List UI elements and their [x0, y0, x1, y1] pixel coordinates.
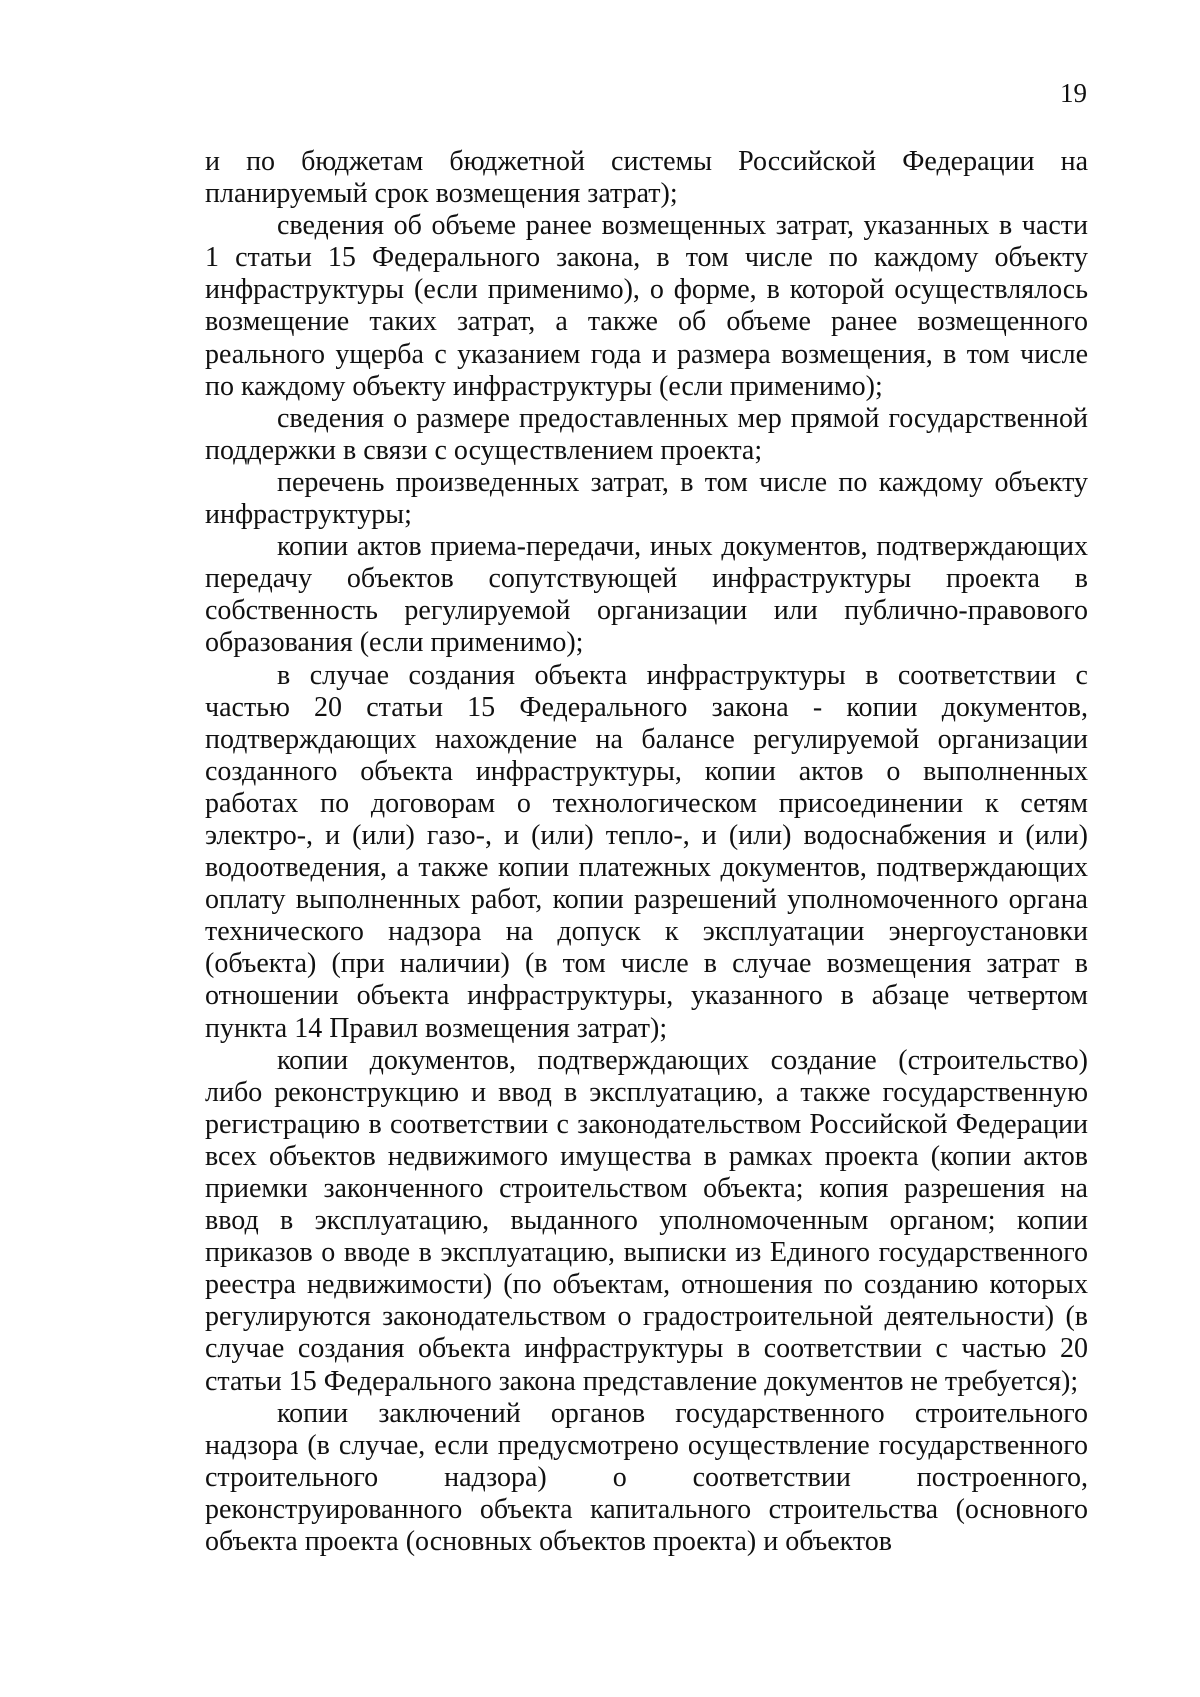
paragraph-5: копии актов приема-передачи, иных документов, подтверждающих передачу объектов сопутствующей инфраструктуры проекта в собственность регулируемой организации или публично-правового образования (если применимо); — [205, 531, 1088, 659]
page-number: 19 — [1060, 78, 1087, 108]
paragraph-8: копии заключений органов государственного строительного надзора (в случае, если предусмотрено осуществление государственного строительного надзора) о соответствии построенного, реконструированного объекта капитального строительства (основного объекта проекта (основных объектов проекта) и объектов — [205, 1397, 1088, 1558]
paragraph-7: копии документов, подтверждающих создание (строительство) либо реконструкцию и ввод в эксплуатацию, а также государственную регистрацию в соответствии с законодательством Российской Федерации всех объектов недвижимого имущества в рамках проекта (копии актов приемки законченного строительством объекта; копия разрешения на ввод в эксплуатацию, выданного уполномоченным органом; копии приказов о вводе в эксплуатацию, выписки из Единого государственного реестра недвижимости) (по объектам, отношения по созданию которых регулируются законодательством о градостроительной деятельности) (в случае создания объекта инфраструктуры в соответствии с частью 20 статьи 15 Федерального закона представление документов не требуется); — [205, 1044, 1088, 1397]
paragraph-1: и по бюджетам бюджетной системы Российской Федерации на планируемый срок возмещения затрат); — [205, 146, 1088, 210]
document-body — [205, 146, 1088, 1558]
paragraph-2: сведения об объеме ранее возмещенных затрат, указанных в части 1 статьи 15 Федерального закона, в том числе по каждому объекту инфраструктуры (если применимо), о форме, в которой осуществлялось возмещение таких затрат, а также об объеме ранее возмещенного реального ущерба с указанием года и размера возмещения, в том числе по каждому объекту инфраструктуры (если применимо); — [205, 210, 1088, 402]
paragraph-6: в случае создания объекта инфраструктуры в соответствии с частью 20 статьи 15 Федерального закона - копии документов, подтверждающих нахождение на балансе регулируемой организации созданного объекта инфраструктуры, копии актов о выполненных работах по договорам о технологическом присоединении к сетям электро-, и (или) газо-, и (или) тепло-, и (или) водоснабжения и (или) водоотведения, а также копии платежных документов, подтверждающих оплату выполненных работ, копии разрешений уполномоченного органа технического надзора на допуск к эксплуатации энергоустановки (объекта) (при наличии) (в том числе в случае возмещения затрат в отношении объекта инфраструктуры, указанного в абзаце четвертом пункта 14 Правил возмещения затрат); — [205, 659, 1088, 1044]
paragraph-4: перечень произведенных затрат, в том числе по каждому объекту инфраструктуры; — [205, 466, 1088, 531]
paragraph-3: сведения о размере предоставленных мер прямой государственной поддержки в связи с осуществлением проекта; — [205, 402, 1088, 466]
